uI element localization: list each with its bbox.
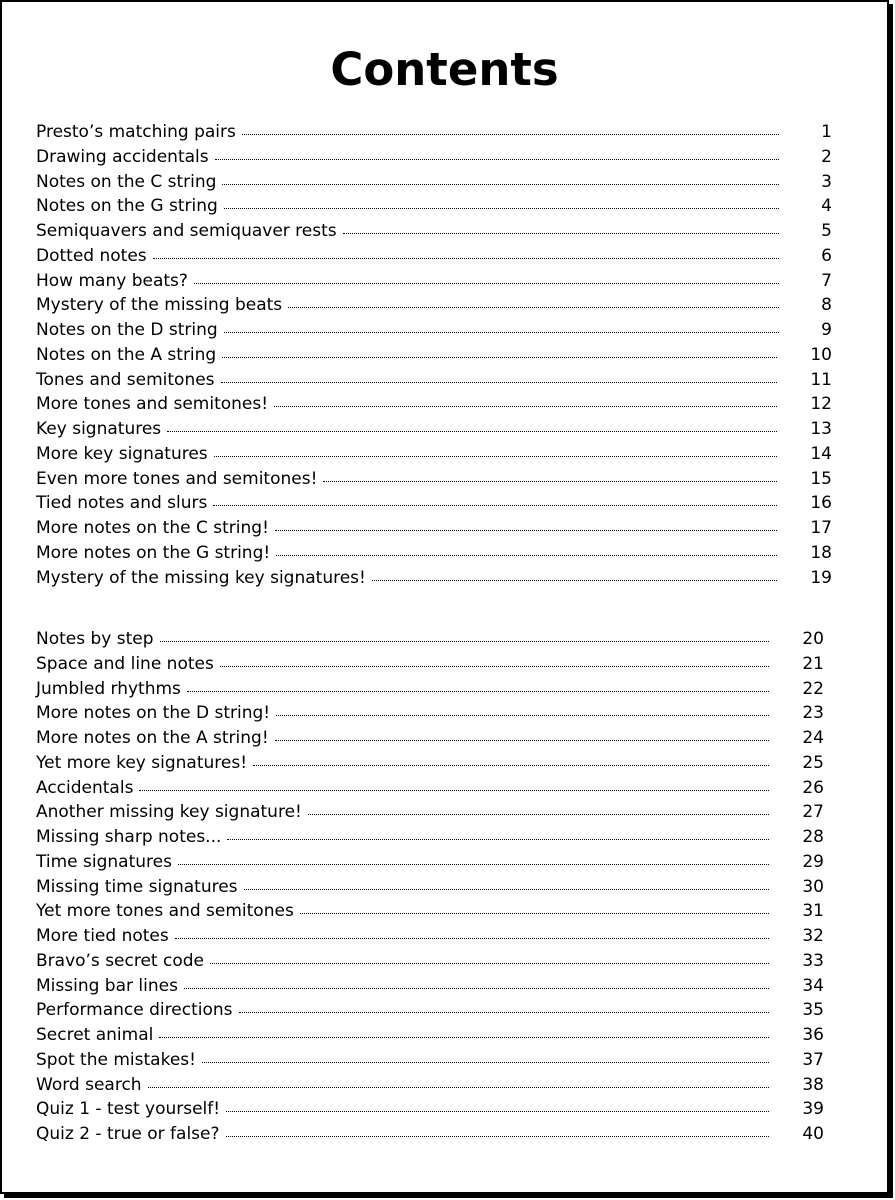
- toc-entry-label: Semiquavers and semiquaver rests: [36, 221, 337, 241]
- toc-entry-label: Notes on the C string: [36, 171, 217, 192]
- dot-leader: [210, 963, 769, 964]
- toc-entry-label: Accidentals: [36, 777, 134, 798]
- toc-entry: [36, 392, 832, 417]
- toc-entry-page-number: 4: [821, 196, 832, 217]
- toc-entry-label: Mystery of the missing beats: [36, 295, 283, 316]
- toc-entry: [36, 194, 832, 219]
- dot-leader: [242, 134, 779, 135]
- toc-entry-label: Notes by step: [36, 629, 154, 649]
- dot-leader: [222, 184, 779, 185]
- toc-entry: [36, 875, 824, 900]
- toc-entry: [36, 974, 824, 999]
- toc-entry: [36, 751, 824, 776]
- toc-entry-label: Drawing accidentals: [36, 146, 209, 167]
- toc-entry-page-number: 19: [810, 567, 832, 588]
- toc-entry-label: Secret animal: [36, 1025, 154, 1045]
- dot-leader: [226, 1111, 769, 1112]
- toc-entry-page-number: 34: [802, 975, 824, 996]
- dot-leader: [159, 1037, 769, 1038]
- dot-leader: [148, 1087, 770, 1088]
- toc-entry-page-number: 13: [810, 419, 832, 439]
- toc-entry: [36, 924, 824, 949]
- dot-leader: [215, 159, 779, 160]
- toc-entry-page-number: 9: [821, 320, 832, 340]
- toc-entry: [36, 541, 832, 566]
- dot-leader: [194, 283, 779, 284]
- toc-entry-label: How many beats?: [36, 270, 188, 291]
- toc-entry: [36, 776, 824, 801]
- page-title: Contents: [330, 43, 559, 96]
- toc-entry: [36, 343, 832, 368]
- toc-entry-page-number: 37: [802, 1049, 824, 1070]
- dot-leader: [239, 1012, 770, 1013]
- toc-entry-page-number: 33: [802, 950, 824, 971]
- toc-entry: [36, 800, 824, 825]
- dot-leader: [372, 580, 778, 581]
- toc-entry: [36, 998, 824, 1023]
- dot-leader: [227, 839, 769, 840]
- toc-entry-page-number: 21: [802, 653, 824, 674]
- toc-entry-label: More key signatures: [36, 443, 208, 464]
- toc-entry: [36, 1073, 824, 1098]
- toc-entry: [36, 318, 832, 343]
- dot-leader: [253, 765, 769, 766]
- toc-entry-label: Yet more tones and semitones: [36, 901, 294, 922]
- dot-leader: [213, 505, 777, 506]
- toc-entry: [36, 219, 832, 244]
- toc-entry: [36, 467, 832, 492]
- toc-entry: [36, 1023, 824, 1048]
- toc-entry: [36, 949, 824, 974]
- toc-entry-label: Space and line notes: [36, 653, 214, 674]
- toc-entry-page-number: 22: [802, 678, 824, 699]
- dot-leader: [167, 431, 777, 432]
- dot-leader: [160, 641, 770, 642]
- toc-entry-page-number: 35: [802, 1000, 824, 1021]
- dot-leader: [288, 307, 779, 308]
- toc-section-1: [36, 120, 832, 590]
- toc-entry-page-number: 8: [821, 295, 832, 316]
- toc-entry-label: Mystery of the missing key signatures!: [36, 567, 366, 588]
- toc-entry: [36, 677, 824, 702]
- dot-leader: [175, 938, 770, 939]
- toc-entry: [36, 516, 832, 541]
- dot-leader: [220, 666, 770, 667]
- toc-entry-label: Missing bar lines: [36, 975, 178, 996]
- toc-entry-label: Another missing key signature!: [36, 802, 302, 823]
- toc-entry-label: More notes on the D string!: [36, 703, 271, 724]
- toc-entry-page-number: 3: [821, 171, 832, 192]
- toc-entry-page-number: 25: [802, 752, 824, 773]
- toc-entry-label: Tones and semitones: [36, 369, 215, 390]
- dot-leader: [224, 208, 779, 209]
- toc-entry: [36, 491, 832, 516]
- toc-entry-page-number: 29: [802, 851, 824, 872]
- toc-entry-page-number: 23: [802, 703, 824, 724]
- toc-entry: [36, 1122, 824, 1147]
- dot-leader: [226, 1136, 770, 1137]
- toc-entry-page-number: 11: [810, 369, 832, 390]
- toc-entry-label: Notes on the G string: [36, 196, 218, 217]
- toc-entry: [36, 899, 824, 924]
- toc-entry: [36, 269, 832, 294]
- toc-entry-page-number: 24: [802, 728, 824, 748]
- toc-entry-page-number: 5: [821, 221, 832, 241]
- toc-entry: [36, 442, 832, 467]
- toc-entry-label: Quiz 2 - true or false?: [36, 1124, 220, 1144]
- toc-entry-label: More tied notes: [36, 926, 169, 946]
- toc-entry-page-number: 10: [810, 344, 832, 365]
- toc-entry: [36, 170, 832, 195]
- toc-entry: [36, 652, 824, 677]
- toc-entry-label: Notes on the A string: [36, 344, 217, 365]
- dot-leader: [224, 332, 779, 333]
- toc-entry: [36, 293, 832, 318]
- toc-entry: [36, 417, 832, 442]
- dot-leader: [308, 814, 770, 815]
- dot-leader: [184, 988, 769, 989]
- dot-leader: [275, 740, 770, 741]
- toc-entry: [36, 566, 832, 591]
- toc-entry-page-number: 14: [810, 443, 832, 464]
- dot-leader: [276, 715, 769, 716]
- toc-entry-page-number: 15: [810, 468, 832, 489]
- toc-entry: [36, 850, 824, 875]
- toc-entry: [36, 1097, 824, 1122]
- toc-entry: [36, 1048, 824, 1073]
- toc-entry-page-number: 40: [802, 1124, 824, 1144]
- toc-entry-label: Missing sharp notes...: [36, 827, 222, 847]
- toc-entry-label: Presto’s matching pairs: [36, 122, 236, 142]
- toc-entry-label: More notes on the A string!: [36, 728, 269, 748]
- toc-entry: [36, 627, 824, 652]
- toc-entry-page-number: 16: [810, 493, 832, 514]
- toc-entry-page-number: 32: [802, 926, 824, 946]
- toc-section-2: [36, 627, 824, 1147]
- toc-entry-label: Performance directions: [36, 1000, 233, 1021]
- toc-entry-label: Yet more key signatures!: [36, 752, 248, 773]
- dot-leader: [221, 382, 778, 383]
- toc-entry-label: Dotted notes: [36, 245, 147, 266]
- dot-leader: [274, 406, 777, 407]
- toc-entry-page-number: 26: [802, 777, 824, 798]
- toc-entry: [36, 145, 832, 170]
- dot-leader: [244, 889, 770, 890]
- toc-entry-page-number: 18: [810, 542, 832, 563]
- toc-entry-label: More tones and semitones!: [36, 394, 269, 415]
- toc-entry-label: Jumbled rhythms: [36, 678, 181, 699]
- dot-leader: [276, 555, 777, 556]
- toc-entry-page-number: 17: [810, 518, 832, 538]
- toc-entry-label: Missing time signatures: [36, 876, 238, 897]
- dot-leader: [323, 481, 777, 482]
- toc-entry-label: More notes on the G string!: [36, 542, 271, 563]
- dot-leader: [178, 864, 769, 865]
- toc-entry-label: Bravo’s secret code: [36, 950, 204, 971]
- dot-leader: [153, 258, 779, 259]
- toc-entry-label: Word search: [36, 1074, 142, 1095]
- toc-entry: [36, 368, 832, 393]
- toc-entry-label: Notes on the D string: [36, 320, 218, 340]
- toc-entry-page-number: 39: [802, 1099, 824, 1120]
- dot-leader: [202, 1062, 769, 1063]
- dot-leader: [222, 357, 777, 358]
- dot-leader: [300, 913, 770, 914]
- toc-entry-label: More notes on the C string!: [36, 518, 269, 538]
- toc-entry: [36, 701, 824, 726]
- dot-leader: [139, 790, 769, 791]
- dot-leader: [187, 691, 769, 692]
- toc-entry: [36, 120, 832, 145]
- dot-leader: [275, 530, 777, 531]
- toc-entry: [36, 825, 824, 850]
- toc-entry-page-number: 30: [802, 876, 824, 897]
- toc-entry-label: Time signatures: [36, 851, 172, 872]
- toc-entry-label: Spot the mistakes!: [36, 1049, 196, 1070]
- toc-entry-page-number: 28: [802, 827, 824, 847]
- toc-entry-page-number: 36: [802, 1025, 824, 1045]
- toc-entry-page-number: 6: [821, 245, 832, 266]
- toc-entry-label: Tied notes and slurs: [36, 493, 208, 514]
- toc-entry-page-number: 2: [821, 146, 832, 167]
- toc-entry-page-number: 38: [802, 1074, 824, 1095]
- toc-entry: [36, 244, 832, 269]
- dot-leader: [214, 456, 778, 457]
- toc-entry-page-number: 31: [802, 901, 824, 922]
- toc-entry-page-number: 7: [821, 270, 832, 291]
- toc-entry-label: Key signatures: [36, 419, 162, 439]
- toc-entry-label: Even more tones and semitones!: [36, 468, 318, 489]
- toc-entry-page-number: 1: [821, 122, 832, 142]
- toc-entry: [36, 726, 824, 751]
- toc-entry-page-number: 27: [802, 802, 824, 823]
- toc-entry-page-number: 20: [802, 629, 824, 649]
- dot-leader: [343, 233, 779, 234]
- toc-entry-label: Quiz 1 - test yourself!: [36, 1099, 221, 1120]
- toc-entry-page-number: 12: [810, 394, 832, 415]
